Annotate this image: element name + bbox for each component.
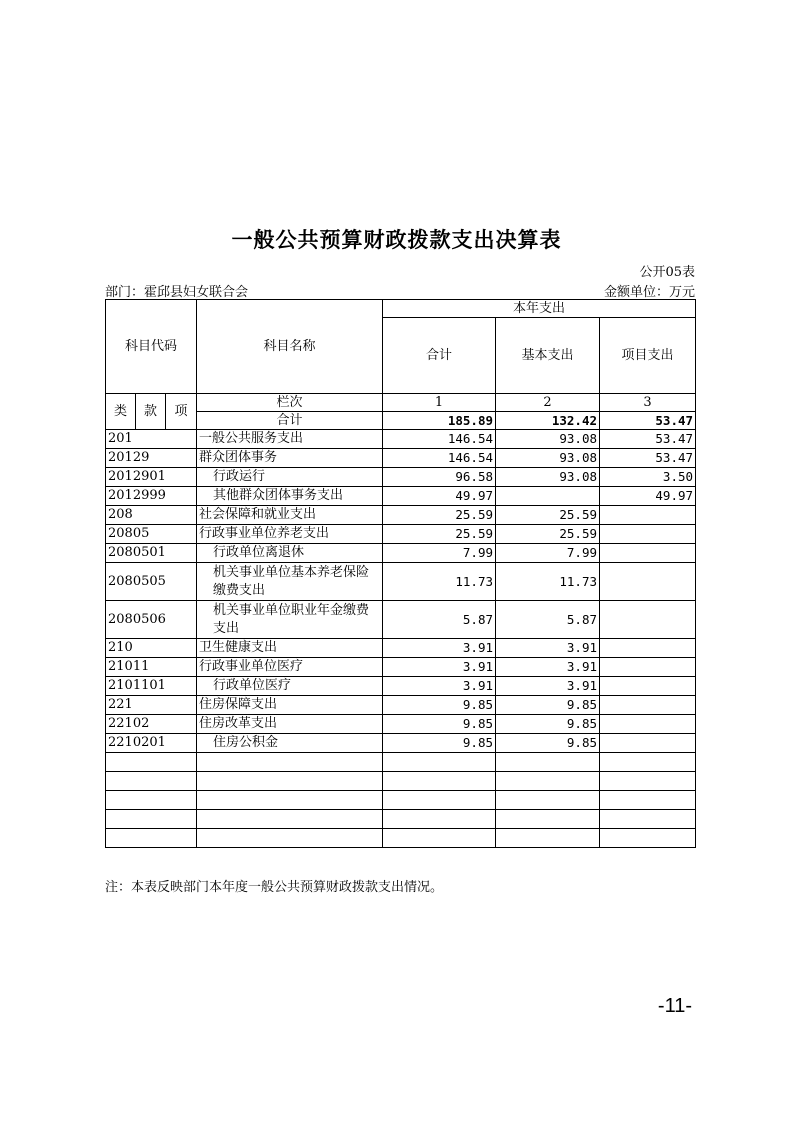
footnote: 注：本表反映部门本年度一般公共预算财政拨款支出情况。 (105, 880, 444, 895)
row-basic: 93.08 (496, 468, 600, 487)
empty-cell (600, 829, 696, 848)
empty-cell (106, 810, 197, 829)
row-name: 一般公共服务支出 (197, 430, 383, 449)
table-row (106, 449, 696, 468)
header-lanci: 栏次 (197, 394, 383, 412)
row-basic: 25.59 (496, 525, 600, 544)
empty-cell (600, 791, 696, 810)
table-row (106, 715, 696, 734)
empty-row (106, 829, 696, 848)
empty-cell (106, 829, 197, 848)
empty-cell (383, 829, 496, 848)
row-name: 住房公积金 (197, 734, 383, 753)
row-basic: 3.91 (496, 677, 600, 696)
page-number: -11- (657, 995, 692, 1017)
empty-cell (496, 810, 600, 829)
row-total: 3.91 (383, 658, 496, 677)
row-basic: 93.08 (496, 430, 600, 449)
row-code: 20805 (106, 525, 197, 544)
table-row (106, 544, 696, 563)
row-code: 208 (106, 506, 197, 525)
empty-row (106, 772, 696, 791)
row-project (600, 639, 696, 658)
row-total: 11.73 (383, 563, 496, 601)
row-total: 7.99 (383, 544, 496, 563)
table-row (106, 468, 696, 487)
row-basic: 3.91 (496, 658, 600, 677)
table-row (106, 430, 696, 449)
row-total: 25.59 (383, 525, 496, 544)
row-total: 9.85 (383, 696, 496, 715)
row-total: 146.54 (383, 449, 496, 468)
row-basic: 11.73 (496, 563, 600, 601)
empty-cell (197, 829, 383, 848)
col-index-1: 1 (383, 394, 496, 412)
row-project (600, 525, 696, 544)
empty-cell (496, 772, 600, 791)
row-basic: 7.99 (496, 544, 600, 563)
row-total: 49.97 (383, 487, 496, 506)
header-xiang: 项 (166, 394, 197, 430)
page-title: 一般公共预算财政拨款支出决算表 (231, 228, 562, 252)
row-code: 21011 (106, 658, 197, 677)
row-code: 221 (106, 696, 197, 715)
empty-cell (496, 753, 600, 772)
empty-cell (600, 810, 696, 829)
row-total: 96.58 (383, 468, 496, 487)
row-code: 22102 (106, 715, 197, 734)
row-total: 5.87 (383, 601, 496, 639)
row-name: 行政事业单位养老支出 (197, 525, 383, 544)
row-code: 2101101 (106, 677, 197, 696)
table-row (106, 563, 696, 601)
table-row (106, 696, 696, 715)
sum-project: 53.47 (600, 412, 696, 430)
row-project (600, 506, 696, 525)
row-name: 机关事业单位职业年金缴费支出 (197, 601, 383, 639)
row-code: 210 (106, 639, 197, 658)
row-name: 卫生健康支出 (197, 639, 383, 658)
empty-cell (383, 810, 496, 829)
row-basic (496, 487, 600, 506)
row-name: 住房保障支出 (197, 696, 383, 715)
empty-cell (197, 791, 383, 810)
table-row (106, 506, 696, 525)
empty-cell (383, 753, 496, 772)
sum-label: 合计 (197, 412, 383, 430)
row-code: 2012901 (106, 468, 197, 487)
header-project: 项目支出 (600, 318, 696, 394)
row-total: 9.85 (383, 734, 496, 753)
table-row (106, 487, 696, 506)
row-total: 9.85 (383, 715, 496, 734)
row-basic: 3.91 (496, 639, 600, 658)
row-basic: 93.08 (496, 449, 600, 468)
row-basic: 9.85 (496, 715, 600, 734)
header-year-expense: 本年支出 (383, 300, 696, 318)
table-row (106, 677, 696, 696)
empty-cell (383, 772, 496, 791)
row-basic: 25.59 (496, 506, 600, 525)
row-name: 行政单位离退休 (197, 544, 383, 563)
empty-cell (197, 753, 383, 772)
row-basic: 9.85 (496, 734, 600, 753)
row-basic: 9.85 (496, 696, 600, 715)
empty-cell (106, 753, 197, 772)
header-basic: 基本支出 (496, 318, 600, 394)
header-total: 合计 (383, 318, 496, 394)
empty-cell (600, 753, 696, 772)
header-code: 科目代码 (106, 300, 197, 394)
row-name: 行政单位医疗 (197, 677, 383, 696)
table-row (106, 601, 696, 639)
table-row (106, 734, 696, 753)
row-basic: 5.87 (496, 601, 600, 639)
empty-row (106, 753, 696, 772)
row-project (600, 734, 696, 753)
row-name: 住房改革支出 (197, 715, 383, 734)
col-index-2: 2 (496, 394, 600, 412)
empty-row (106, 810, 696, 829)
department-label: 部门：霍邱县妇女联合会 (105, 285, 249, 300)
empty-cell (106, 772, 197, 791)
row-name: 群众团体事务 (197, 449, 383, 468)
empty-cell (496, 791, 600, 810)
row-code: 20129 (106, 449, 197, 468)
row-name: 行政运行 (197, 468, 383, 487)
row-project (600, 715, 696, 734)
row-code: 2080501 (106, 544, 197, 563)
empty-cell (383, 791, 496, 810)
unit-label: 金额单位：万元 (603, 285, 695, 300)
row-total: 146.54 (383, 430, 496, 449)
row-project (600, 563, 696, 601)
row-code: 2210201 (106, 734, 197, 753)
row-project (600, 544, 696, 563)
sum-basic: 132.42 (496, 412, 600, 430)
row-code: 201 (106, 430, 197, 449)
row-name: 其他群众团体事务支出 (197, 487, 383, 506)
row-total: 25.59 (383, 506, 496, 525)
row-project: 53.47 (600, 430, 696, 449)
col-index-3: 3 (600, 394, 696, 412)
empty-cell (600, 772, 696, 791)
table-row (106, 658, 696, 677)
header-lei: 类 (106, 394, 136, 430)
header-name: 科目名称 (197, 300, 383, 394)
budget-table (105, 299, 696, 848)
row-name: 社会保障和就业支出 (197, 506, 383, 525)
row-code: 2080505 (106, 563, 197, 601)
sum-total: 185.89 (383, 412, 496, 430)
empty-cell (496, 829, 600, 848)
row-code: 2080506 (106, 601, 197, 639)
table-row (106, 639, 696, 658)
form-number: 公开05表 (639, 265, 695, 280)
row-code: 2012999 (106, 487, 197, 506)
row-project: 49.97 (600, 487, 696, 506)
empty-cell (197, 810, 383, 829)
row-name: 机关事业单位基本养老保险缴费支出 (197, 563, 383, 601)
row-project: 3.50 (600, 468, 696, 487)
row-project (600, 601, 696, 639)
table-row (106, 525, 696, 544)
row-total: 3.91 (383, 677, 496, 696)
empty-cell (106, 791, 197, 810)
row-project (600, 658, 696, 677)
row-name: 行政事业单位医疗 (197, 658, 383, 677)
empty-cell (197, 772, 383, 791)
empty-row (106, 791, 696, 810)
row-project (600, 677, 696, 696)
row-project: 53.47 (600, 449, 696, 468)
row-total: 3.91 (383, 639, 496, 658)
row-project (600, 696, 696, 715)
header-kuan: 款 (136, 394, 166, 430)
